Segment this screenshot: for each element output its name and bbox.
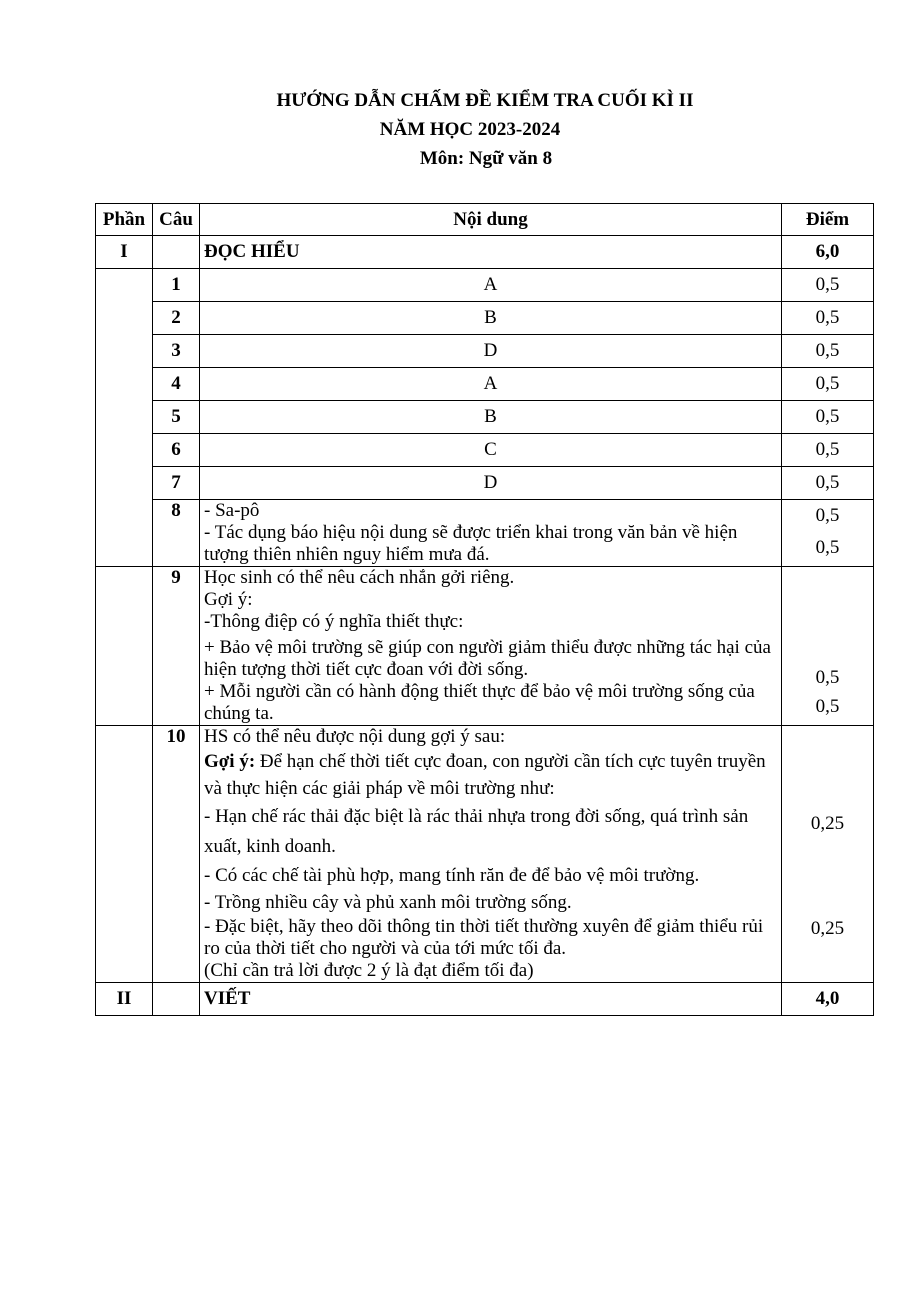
doc-title-line1: HƯỚNG DẪN CHẤM ĐỀ KIỂM TRA CUỐI KÌ II — [276, 90, 694, 111]
answer-line: -Thông điệp có ý nghĩa thiết thực: — [204, 611, 464, 632]
table-row — [96, 335, 874, 368]
answer-line: - Có các chế tài phù hợp, mang tính răn đe để bảo vệ môi trường. — [204, 865, 700, 886]
answer-line: + Mỗi người cần có hành động thiết thực để bảo vệ môi trường sống của chúng ta. — [204, 681, 755, 724]
grading-table — [95, 203, 874, 1016]
question-number: 8 — [153, 500, 200, 567]
answer-line: - Hạn chế rác thải đặc biệt là rác thải nhựa trong đời sống, quá trình sản xuất, kinh doanh. — [204, 806, 749, 857]
score-value: 0,5 — [815, 537, 840, 558]
table-row — [96, 368, 874, 401]
answer-cell: A — [200, 368, 782, 401]
answer-cell: B — [200, 302, 782, 335]
header-content: Nội dung — [200, 204, 782, 236]
answer-cell — [200, 567, 782, 726]
score-value: 0,5 — [815, 667, 840, 688]
section-score: 4,0 — [782, 983, 874, 1016]
empty-cell — [153, 983, 200, 1016]
doc-subject: Môn: Ngữ văn 8 — [419, 148, 553, 169]
table-row-q9 — [96, 567, 874, 726]
answer-line: - Trồng nhiều cây và phủ xanh môi trường sống. — [204, 892, 572, 913]
answer-line: + Bảo vệ môi trường sẽ giúp con người giảm thiểu được những tác hại của hiện tượng thời tiết cực đoan với đời sống. — [204, 637, 771, 680]
answer-cell: B — [200, 401, 782, 434]
answer-cell: D — [200, 467, 782, 500]
section-row-writing — [96, 983, 874, 1016]
score-value: 0,5 — [815, 696, 840, 717]
answer-line: - Tác dụng báo hiệu nội dung sẽ được triển khai trong văn bản về hiện tượng thiên nhiên nguy hiểm mưa đá. — [204, 522, 738, 565]
answer-cell — [200, 500, 782, 567]
hint-label: Gợi ý: — [204, 751, 256, 772]
section-title: VIẾT — [200, 983, 782, 1016]
section-part: I — [96, 236, 153, 269]
empty-cell — [96, 726, 153, 983]
table-row — [96, 467, 874, 500]
answer-cell: A — [200, 269, 782, 302]
header-question: Câu — [153, 204, 200, 236]
section-title: ĐỌC HIỂU — [200, 236, 782, 269]
table-row — [96, 302, 874, 335]
question-number: 9 — [153, 567, 200, 726]
table-row — [96, 434, 874, 467]
question-number: 2 — [153, 302, 200, 335]
answer-line: - Đặc biệt, hãy theo dõi thông tin thời tiết thường xuyên để giảm thiểu rủi ro của thời tiết cho người và của tới mức tối đa. — [204, 916, 764, 959]
score-value: 0,5 — [815, 505, 840, 526]
score-cell — [782, 726, 874, 983]
section-part: II — [96, 983, 153, 1016]
question-number: 7 — [153, 467, 200, 500]
score-cell: 0,5 — [782, 302, 874, 335]
score-value: 0,25 — [810, 918, 845, 939]
section-score: 6,0 — [782, 236, 874, 269]
doc-title-line2: NĂM HỌC 2023-2024 — [379, 119, 561, 140]
answer-line: - Sa-pô — [204, 500, 260, 521]
answer-line — [204, 748, 777, 802]
score-cell: 0,5 — [782, 269, 874, 302]
score-cell: 0,5 — [782, 467, 874, 500]
score-cell: 0,5 — [782, 401, 874, 434]
answer-line: (Chỉ cần trả lời được 2 ý là đạt điểm tối đa) — [204, 960, 534, 981]
section-row-reading — [96, 236, 874, 269]
table-row — [96, 269, 874, 302]
answer-cell: D — [200, 335, 782, 368]
score-value: 0,25 — [810, 813, 845, 834]
table-row-q10 — [96, 726, 874, 983]
question-number: 10 — [153, 726, 200, 983]
question-number: 4 — [153, 368, 200, 401]
empty-cell — [153, 236, 200, 269]
question-number: 6 — [153, 434, 200, 467]
table-header-row — [96, 204, 874, 236]
score-cell — [782, 567, 874, 726]
hint-text: Để hạn chế thời tiết cực đoan, con người cần tích cực tuyên truyền và thực hiện các giải pháp về môi trường như: — [204, 751, 766, 799]
question-number: 3 — [153, 335, 200, 368]
score-cell: 0,5 — [782, 368, 874, 401]
header-score: Điểm — [782, 204, 874, 236]
question-number: 5 — [153, 401, 200, 434]
answer-line: Gợi ý: — [204, 589, 253, 610]
empty-cell — [96, 269, 153, 567]
score-cell — [782, 500, 874, 567]
question-number: 1 — [153, 269, 200, 302]
score-cell: 0,5 — [782, 434, 874, 467]
table-row — [96, 401, 874, 434]
answer-line: HS có thể nêu được nội dung gợi ý sau: — [204, 726, 506, 747]
answer-cell: C — [200, 434, 782, 467]
header-part: Phần — [96, 204, 153, 236]
answer-line: Học sinh có thể nêu cách nhắn gởi riêng. — [204, 567, 515, 588]
score-cell: 0,5 — [782, 335, 874, 368]
answer-cell — [200, 726, 782, 983]
empty-cell — [96, 567, 153, 726]
table-row-q8 — [96, 500, 874, 567]
